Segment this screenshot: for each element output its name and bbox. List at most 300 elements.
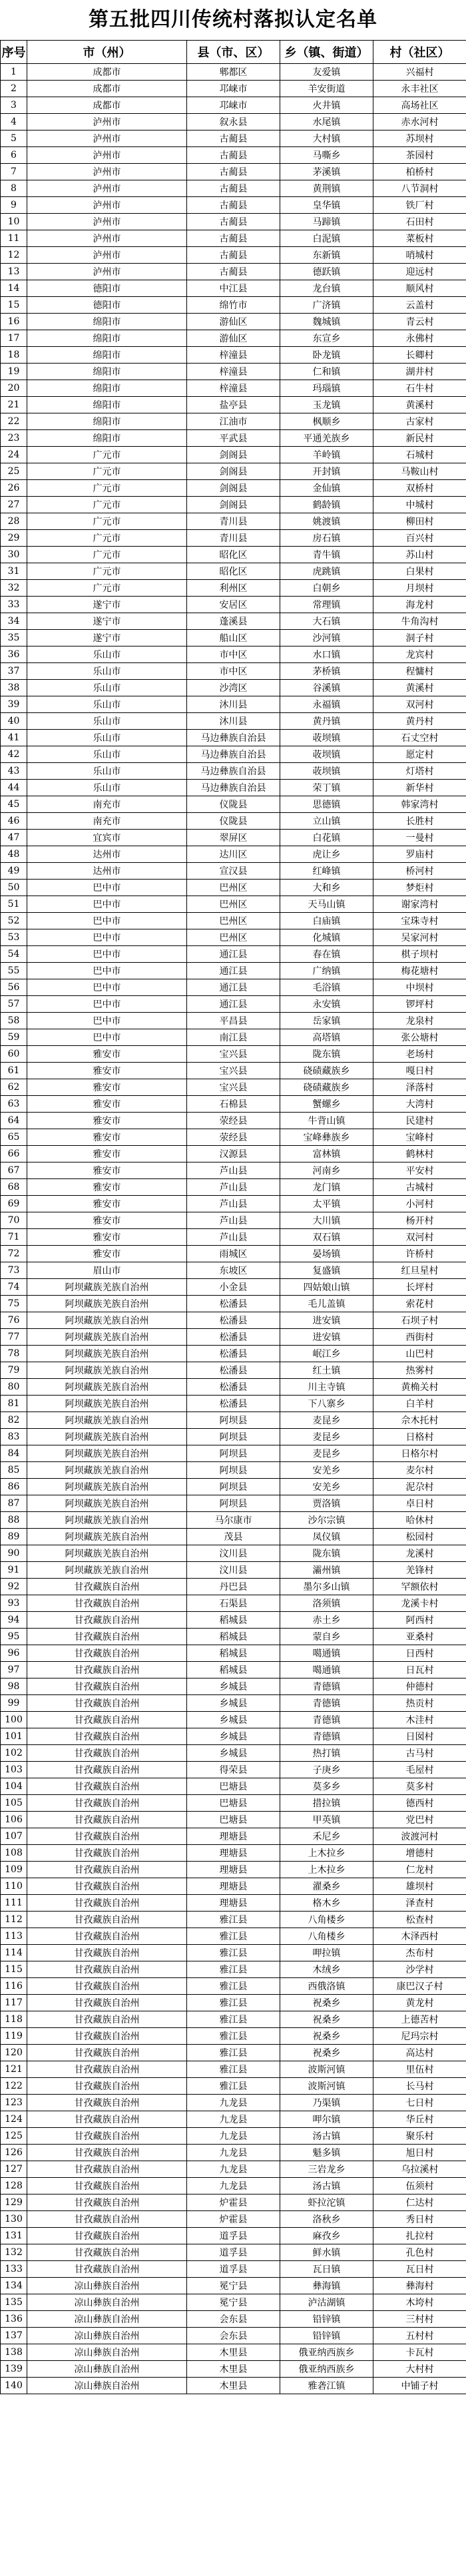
- cell-city: 南充市: [27, 796, 187, 813]
- cell-county: 雅江县: [187, 1995, 280, 2011]
- cell-village: 红旦星村: [373, 1262, 466, 1279]
- cell-village: 羌锋村: [373, 1562, 466, 1579]
- cell-county: 沙湾区: [187, 680, 280, 696]
- table-row: [1, 1329, 466, 1346]
- cell-village: 宝珠寺村: [373, 913, 466, 929]
- cell-village: 日囡村: [373, 1728, 466, 1745]
- cell-city: 雅安市: [27, 1196, 187, 1212]
- cell-city: 南充市: [27, 813, 187, 830]
- cell-city: 泸州市: [27, 114, 187, 130]
- table-row: [1, 2078, 466, 2095]
- cell-town: 禾尼乡: [280, 1828, 373, 1845]
- cell-county: 九龙县: [187, 2095, 280, 2111]
- cell-city: 甘孜藏族自治州: [27, 2244, 187, 2261]
- cell-county: 市中区: [187, 646, 280, 663]
- table-row: [1, 2244, 466, 2261]
- cell-village: 湖井村: [373, 364, 466, 380]
- cell-no: 45: [1, 796, 27, 813]
- cell-town: 白庙镇: [280, 913, 373, 929]
- cell-town: 鲜水镇: [280, 2244, 373, 2261]
- cell-town: 汤古镇: [280, 2178, 373, 2194]
- cell-city: 甘孜藏族自治州: [27, 2261, 187, 2278]
- cell-county: 平昌县: [187, 1013, 280, 1029]
- cell-city: 阿坝藏族羌族自治州: [27, 1312, 187, 1329]
- table-row: [1, 1479, 466, 1495]
- cell-village: 铁厂村: [373, 197, 466, 214]
- cell-county: 安居区: [187, 597, 280, 613]
- cell-town: 白朝乡: [280, 580, 373, 597]
- cell-county: 船山区: [187, 630, 280, 646]
- cell-town: 青德镇: [280, 1712, 373, 1728]
- cell-county: 松潘县: [187, 1362, 280, 1379]
- table-row: [1, 330, 466, 347]
- cell-town: 青牛镇: [280, 547, 373, 563]
- cell-town: 红土镇: [280, 1362, 373, 1379]
- cell-county: 炉霍县: [187, 2194, 280, 2211]
- table-row: [1, 1079, 466, 1096]
- cell-town: 泸沽湖镇: [280, 2294, 373, 2311]
- table-row: [1, 1379, 466, 1396]
- cell-no: 14: [1, 280, 27, 297]
- cell-no: 93: [1, 1595, 27, 1612]
- cell-county: 宣汉县: [187, 863, 280, 880]
- cell-county: 九龙县: [187, 2161, 280, 2178]
- cell-village: 山巴村: [373, 1346, 466, 1362]
- cell-no: 33: [1, 597, 27, 613]
- table-row: [1, 2128, 466, 2145]
- cell-village: 石丈空村: [373, 730, 466, 746]
- cell-no: 100: [1, 1712, 27, 1728]
- cell-village: 中坝村: [373, 979, 466, 996]
- cell-town: 噶通镇: [280, 1645, 373, 1662]
- cell-village: 哨城村: [373, 247, 466, 264]
- cell-city: 雅安市: [27, 1063, 187, 1079]
- cell-town: 虎让乡: [280, 846, 373, 863]
- cell-city: 乐山市: [27, 646, 187, 663]
- cell-city: 绵阳市: [27, 364, 187, 380]
- cell-city: 阿坝藏族羌族自治州: [27, 1462, 187, 1479]
- cell-city: 成都市: [27, 97, 187, 114]
- cell-town: 波斯河镇: [280, 2061, 373, 2078]
- cell-village: 康巴汉子村: [373, 1978, 466, 1995]
- cell-village: 日西村: [373, 1645, 466, 1662]
- cell-city: 巴中市: [27, 946, 187, 963]
- table-row: [1, 314, 466, 330]
- cell-county: 梓潼县: [187, 380, 280, 397]
- cell-town: 枫顺乡: [280, 413, 373, 430]
- cell-village: 新民村: [373, 430, 466, 447]
- cell-county: 松潘县: [187, 1379, 280, 1396]
- cell-city: 绵阳市: [27, 347, 187, 364]
- cell-village: 锣坪村: [373, 996, 466, 1013]
- cell-county: 梓潼县: [187, 364, 280, 380]
- page-title: 第五批四川传统村落拟认定名单: [89, 8, 377, 31]
- cell-county: 稻城县: [187, 1629, 280, 1645]
- cell-county: 巴塘县: [187, 1778, 280, 1795]
- table-row: [1, 1212, 466, 1229]
- cell-county: 雅江县: [187, 1945, 280, 1961]
- cell-county: 会东县: [187, 2311, 280, 2328]
- cell-town: 仁和镇: [280, 364, 373, 380]
- cell-no: 49: [1, 863, 27, 880]
- table-row: [1, 929, 466, 946]
- cell-town: 德跃镇: [280, 264, 373, 280]
- table-row: [1, 214, 466, 230]
- cell-city: 乐山市: [27, 696, 187, 713]
- cell-village: 德西村: [373, 1795, 466, 1812]
- column-header-no: 序号: [1, 41, 27, 64]
- table-row: [1, 180, 466, 197]
- table-row: [1, 1579, 466, 1595]
- table-row: [1, 230, 466, 247]
- cell-county: 巴州区: [187, 929, 280, 946]
- cell-no: 101: [1, 1728, 27, 1745]
- cell-county: 木里县: [187, 2378, 280, 2394]
- cell-county: 汶川县: [187, 1562, 280, 1579]
- cell-county: 阿坝县: [187, 1445, 280, 1462]
- cell-village: 大湾村: [373, 1096, 466, 1113]
- cell-village: 扎拉村: [373, 2228, 466, 2244]
- table-row: [1, 963, 466, 979]
- cell-county: 古蔺县: [187, 180, 280, 197]
- cell-village: 古城村: [373, 1179, 466, 1196]
- cell-village: 党巴村: [373, 1812, 466, 1828]
- cell-county: 九龙县: [187, 2111, 280, 2128]
- table-row: [1, 1396, 466, 1412]
- table-row: [1, 1745, 466, 1762]
- cell-village: 黄龙村: [373, 1995, 466, 2011]
- cell-county: 乡城县: [187, 1728, 280, 1745]
- cell-no: 42: [1, 746, 27, 763]
- table-row: [1, 1096, 466, 1113]
- cell-county: 雅江县: [187, 1978, 280, 1995]
- table-row: [1, 1545, 466, 1562]
- cell-county: 石渠县: [187, 1595, 280, 1612]
- table-row: [1, 2095, 466, 2111]
- cell-city: 乐山市: [27, 763, 187, 780]
- cell-town: 祝桑乡: [280, 2011, 373, 2028]
- cell-city: 绵阳市: [27, 413, 187, 430]
- cell-village: 黄丹村: [373, 713, 466, 730]
- cell-town: 白泥镇: [280, 230, 373, 247]
- cell-city: 甘孜藏族自治州: [27, 2028, 187, 2045]
- cell-county: 雅江县: [187, 1928, 280, 1945]
- cell-county: 古蔺县: [187, 164, 280, 180]
- cell-county: 雅江县: [187, 2078, 280, 2095]
- cell-county: 芦山县: [187, 1162, 280, 1179]
- cell-county: 荥经县: [187, 1113, 280, 1129]
- table-row: [1, 164, 466, 180]
- cell-village: 韩家湾村: [373, 796, 466, 813]
- table-row: [1, 646, 466, 663]
- cell-county: 理塘县: [187, 1862, 280, 1878]
- table-row: [1, 1978, 466, 1995]
- table-row: [1, 64, 466, 81]
- cell-county: 松潘县: [187, 1396, 280, 1412]
- table-row: [1, 2011, 466, 2028]
- cell-town: 虾拉沱镇: [280, 2194, 373, 2211]
- cell-city: 巴中市: [27, 880, 187, 896]
- cell-no: 46: [1, 813, 27, 830]
- cell-county: 蓬溪县: [187, 613, 280, 630]
- cell-city: 阿坝藏族羌族自治州: [27, 1296, 187, 1312]
- cell-town: 铅锌镇: [280, 2311, 373, 2328]
- cell-county: 炉霍县: [187, 2211, 280, 2228]
- cell-village: 老场村: [373, 1046, 466, 1063]
- cell-city: 巴中市: [27, 979, 187, 996]
- cell-county: 九龙县: [187, 2128, 280, 2145]
- cell-city: 巴中市: [27, 929, 187, 946]
- cell-town: 措拉镇: [280, 1795, 373, 1812]
- cell-village: 尼玛宗村: [373, 2028, 466, 2045]
- cell-no: 88: [1, 1512, 27, 1529]
- cell-county: 马尔康市: [187, 1512, 280, 1529]
- cell-county: 马边彝族自治县: [187, 763, 280, 780]
- cell-town: 玉龙镇: [280, 397, 373, 413]
- cell-town: 乃渠镇: [280, 2095, 373, 2111]
- cell-town: 茅溪镇: [280, 164, 373, 180]
- cell-no: 111: [1, 1895, 27, 1912]
- cell-village: 永丰社区: [373, 81, 466, 97]
- cell-town: 麦昆乡: [280, 1429, 373, 1445]
- cell-county: 南江县: [187, 1029, 280, 1046]
- cell-village: 卓日村: [373, 1495, 466, 1512]
- cell-village: 仁达村: [373, 2194, 466, 2211]
- cell-county: 阿坝县: [187, 1429, 280, 1445]
- cell-city: 遂宁市: [27, 630, 187, 646]
- cell-town: 永福镇: [280, 696, 373, 713]
- cell-village: 民建村: [373, 1113, 466, 1129]
- cell-city: 雅安市: [27, 1212, 187, 1229]
- cell-county: 小金县: [187, 1279, 280, 1296]
- cell-city: 乐山市: [27, 680, 187, 696]
- table-row: [1, 1862, 466, 1878]
- cell-town: 铅锌镇: [280, 2328, 373, 2344]
- cell-town: 洛须镇: [280, 1595, 373, 1612]
- cell-no: 113: [1, 1928, 27, 1945]
- cell-county: 荥经县: [187, 1129, 280, 1146]
- table-row: [1, 130, 466, 147]
- cell-no: 27: [1, 497, 27, 513]
- cell-city: 阿坝藏族羌族自治州: [27, 1512, 187, 1529]
- table-row: [1, 1778, 466, 1795]
- table-row: [1, 530, 466, 547]
- cell-town: 立山镇: [280, 813, 373, 830]
- cell-county: 雅江县: [187, 2061, 280, 2078]
- cell-no: 62: [1, 1079, 27, 1096]
- table-row: [1, 1412, 466, 1429]
- cell-no: 37: [1, 663, 27, 680]
- cell-city: 凉山彝族自治州: [27, 2294, 187, 2311]
- cell-city: 眉山市: [27, 1262, 187, 1279]
- cell-village: 瓦日村: [373, 2261, 466, 2278]
- cell-town: 祝桑乡: [280, 2028, 373, 2045]
- table-row: [1, 81, 466, 97]
- cell-town: 蟹螺乡: [280, 1096, 373, 1113]
- cell-village: 平安村: [373, 1162, 466, 1179]
- cell-no: 52: [1, 913, 27, 929]
- cell-city: 泸州市: [27, 180, 187, 197]
- cell-village: 日格村: [373, 1429, 466, 1445]
- cell-village: 新华村: [373, 780, 466, 796]
- cell-no: 83: [1, 1429, 27, 1445]
- cell-town: 虎跳镇: [280, 563, 373, 580]
- cell-town: 平通羌族乡: [280, 430, 373, 447]
- cell-city: 巴中市: [27, 913, 187, 929]
- cell-village: 古家村: [373, 413, 466, 430]
- table-row: [1, 1512, 466, 1529]
- cell-town: 麦昆乡: [280, 1445, 373, 1462]
- cell-town: 茅桥镇: [280, 663, 373, 680]
- cell-town: 麦昆乡: [280, 1412, 373, 1429]
- cell-town: 上木拉乡: [280, 1862, 373, 1878]
- cell-no: 87: [1, 1495, 27, 1512]
- cell-village: 龙溪卡村: [373, 1595, 466, 1612]
- table-row: [1, 713, 466, 730]
- cell-town: 荍坝镇: [280, 746, 373, 763]
- cell-city: 甘孜藏族自治州: [27, 1878, 187, 1895]
- table-row: [1, 364, 466, 380]
- cell-town: 贾洛镇: [280, 1495, 373, 1512]
- table-row: [1, 447, 466, 463]
- table-row: [1, 97, 466, 114]
- cell-town: 马蹄镇: [280, 214, 373, 230]
- cell-town: 大村镇: [280, 130, 373, 147]
- cell-town: 俄亚纳西族乡: [280, 2344, 373, 2361]
- cell-city: 甘孜藏族自治州: [27, 2211, 187, 2228]
- cell-city: 广元市: [27, 530, 187, 547]
- cell-village: 亚桑村: [373, 1629, 466, 1645]
- cell-county: 马边彝族自治县: [187, 746, 280, 763]
- cell-county: 市中区: [187, 663, 280, 680]
- table-row: [1, 347, 466, 364]
- cell-no: 99: [1, 1695, 27, 1712]
- cell-county: 理塘县: [187, 1845, 280, 1862]
- cell-village: 苏山村: [373, 547, 466, 563]
- cell-village: 愿定村: [373, 746, 466, 763]
- cell-village: 哈休村: [373, 1512, 466, 1529]
- cell-county: 马边彝族自治县: [187, 730, 280, 746]
- cell-no: 21: [1, 397, 27, 413]
- cell-town: 广济镇: [280, 297, 373, 314]
- cell-town: 思德镇: [280, 796, 373, 813]
- cell-town: 大和乡: [280, 880, 373, 896]
- cell-village: 白羊村: [373, 1396, 466, 1412]
- cell-city: 凉山彝族自治州: [27, 2328, 187, 2344]
- cell-no: 55: [1, 963, 27, 979]
- cell-city: 甘孜藏族自治州: [27, 1645, 187, 1662]
- cell-village: 柏桥村: [373, 164, 466, 180]
- table-row: [1, 2328, 466, 2344]
- cell-county: 雅江县: [187, 1961, 280, 1978]
- cell-county: 阿坝县: [187, 1495, 280, 1512]
- cell-no: 7: [1, 164, 27, 180]
- column-header-city: 市（州）: [27, 41, 187, 64]
- cell-town: 青德镇: [280, 1728, 373, 1745]
- cell-village: 黄溪村: [373, 680, 466, 696]
- cell-county: 宝兴县: [187, 1046, 280, 1063]
- cell-no: 28: [1, 513, 27, 530]
- cell-no: 114: [1, 1945, 27, 1961]
- cell-city: 德阳市: [27, 297, 187, 314]
- cell-village: 龙泉村: [373, 1013, 466, 1029]
- cell-city: 甘孜藏族自治州: [27, 1678, 187, 1695]
- cell-village: 松园村: [373, 1529, 466, 1545]
- cell-no: 65: [1, 1129, 27, 1146]
- cell-no: 95: [1, 1629, 27, 1645]
- cell-town: 木绒乡: [280, 1961, 373, 1978]
- cell-town: 黄荆镇: [280, 180, 373, 197]
- cell-county: 古蔺县: [187, 230, 280, 247]
- cell-town: 噶通镇: [280, 1662, 373, 1678]
- cell-no: 30: [1, 547, 27, 563]
- cell-village: 莫多村: [373, 1778, 466, 1795]
- cell-village: 程慵村: [373, 663, 466, 680]
- cell-city: 甘孜藏族自治州: [27, 2178, 187, 2194]
- cell-town: 濯桑乡: [280, 1878, 373, 1895]
- cell-city: 巴中市: [27, 1029, 187, 1046]
- cell-county: 阿坝县: [187, 1462, 280, 1479]
- cell-county: 邛崃市: [187, 81, 280, 97]
- cell-no: 139: [1, 2361, 27, 2378]
- cell-city: 甘孜藏族自治州: [27, 1745, 187, 1762]
- cell-county: 剑阁县: [187, 463, 280, 480]
- table-row: [1, 1878, 466, 1895]
- cell-no: 75: [1, 1296, 27, 1312]
- table-row: [1, 380, 466, 397]
- cell-village: 茶园村: [373, 147, 466, 164]
- cell-village: 热贡村: [373, 1695, 466, 1712]
- cell-village: 双桥村: [373, 480, 466, 497]
- cell-city: 甘孜藏族自治州: [27, 2128, 187, 2145]
- cell-town: 洛秋乡: [280, 2211, 373, 2228]
- cell-city: 广元市: [27, 463, 187, 480]
- cell-town: 甲英镇: [280, 1812, 373, 1828]
- cell-county: 巴塘县: [187, 1795, 280, 1812]
- cell-city: 雅安市: [27, 1162, 187, 1179]
- cell-county: 剑阁县: [187, 447, 280, 463]
- cell-no: 79: [1, 1362, 27, 1379]
- cell-city: 乐山市: [27, 663, 187, 680]
- cell-county: 阿坝县: [187, 1412, 280, 1429]
- cell-city: 甘孜藏族自治州: [27, 1961, 187, 1978]
- cell-county: 九龙县: [187, 2178, 280, 2194]
- cell-town: 八角楼乡: [280, 1912, 373, 1928]
- cell-city: 广元市: [27, 563, 187, 580]
- column-header-town: 乡（镇、街道）: [280, 41, 373, 64]
- cell-village: 龙溪村: [373, 1545, 466, 1562]
- cell-city: 雅安市: [27, 1046, 187, 1063]
- cell-town: 西俄洛镇: [280, 1978, 373, 1995]
- table-row: [1, 247, 466, 264]
- cell-no: 67: [1, 1162, 27, 1179]
- cell-no: 53: [1, 929, 27, 946]
- cell-village: 聚乐村: [373, 2128, 466, 2145]
- cell-town: 白花镇: [280, 830, 373, 846]
- cell-no: 122: [1, 2078, 27, 2095]
- cell-village: 宝峰村: [373, 1129, 466, 1146]
- cell-town: 赤土乡: [280, 1612, 373, 1629]
- cell-city: 乐山市: [27, 713, 187, 730]
- cell-village: 双河村: [373, 1229, 466, 1246]
- cell-no: 6: [1, 147, 27, 164]
- table-row: [1, 563, 466, 580]
- cell-no: 109: [1, 1862, 27, 1878]
- column-header-village: 村（社区）: [373, 41, 466, 64]
- cell-village: 罕额依村: [373, 1579, 466, 1595]
- cell-city: 甘孜藏族自治州: [27, 1762, 187, 1778]
- cell-city: 达州市: [27, 846, 187, 863]
